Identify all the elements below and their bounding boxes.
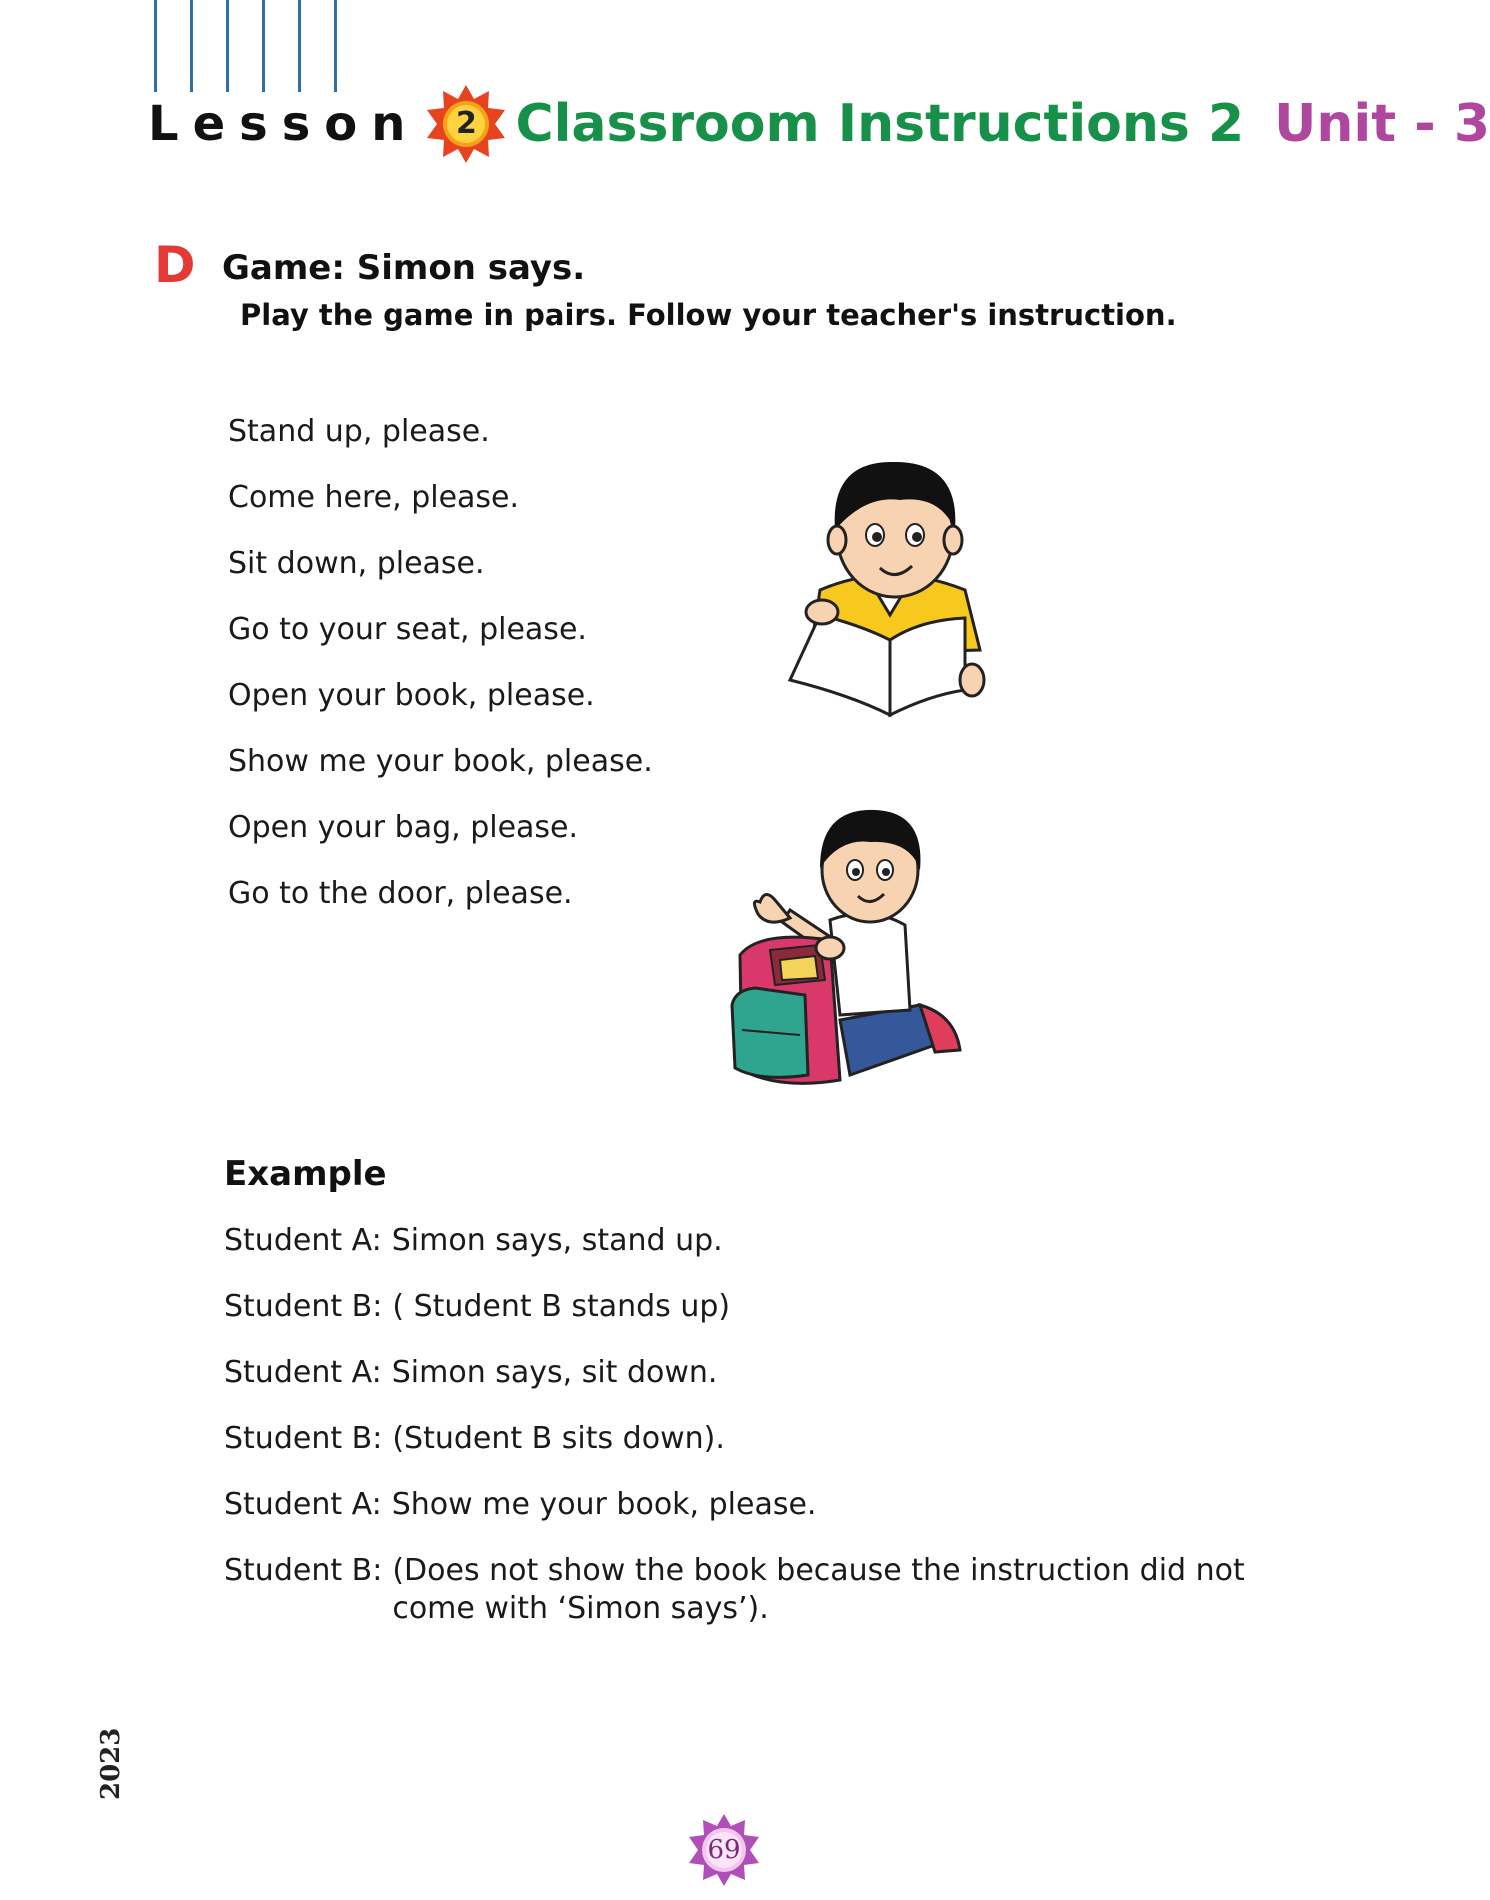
page-number-badge — [686, 1812, 762, 1888]
section-letter: D — [154, 236, 196, 294]
dialog-speaker: Student B: — [224, 1553, 383, 1588]
list-item: Open your book, please. — [228, 678, 595, 713]
header-decoration-line — [190, 0, 193, 92]
header-decoration-line — [226, 0, 229, 92]
boy-opening-bag-illustration — [720, 790, 970, 1100]
unit-label: Unit - 3 — [1274, 94, 1490, 154]
dialog-line — [224, 1354, 1264, 1392]
example-dialog — [224, 1222, 1264, 1656]
lesson-number-badge — [425, 83, 507, 165]
header-decoration-line — [154, 0, 157, 92]
dialog-line — [224, 1420, 1264, 1458]
list-item: Show me your book, please. — [228, 744, 653, 779]
section-title: Game: Simon says. — [222, 248, 586, 288]
dialog-text: ( Student B stands up) — [392, 1289, 731, 1324]
dialog-speaker: Student A: — [224, 1223, 382, 1258]
dialog-line — [224, 1552, 1264, 1628]
lesson-header — [148, 84, 1490, 164]
lesson-word: Lesson — [148, 96, 420, 152]
page-number: 69 — [707, 1835, 741, 1865]
lesson-number: 2 — [456, 106, 477, 141]
list-item: Go to the door, please. — [228, 876, 573, 911]
list-item: Open your bag, please. — [228, 810, 579, 845]
dialog-speaker: Student A: — [224, 1355, 382, 1390]
dialog-line — [224, 1288, 1264, 1326]
dialog-text: (Does not show the book because the instruction did not come with ‘Simon says’). — [392, 1553, 1245, 1626]
list-item: Go to your seat, please. — [228, 612, 587, 647]
list-item: Sit down, please. — [228, 546, 485, 581]
section-instruction: Play the game in pairs. Follow your teacher's instruction. — [240, 298, 1177, 332]
dialog-text: (Student B sits down). — [392, 1421, 725, 1456]
dialog-speaker: Student A: — [224, 1487, 382, 1522]
dialog-text: Show me your book, please. — [391, 1487, 817, 1522]
dialog-speaker: Student B: — [224, 1289, 383, 1324]
header-decoration-line — [298, 0, 301, 92]
instruction-list — [228, 414, 653, 942]
header-decoration-line — [262, 0, 265, 92]
list-item: Come here, please. — [228, 480, 520, 515]
list-item: Stand up, please. — [228, 414, 490, 449]
dialog-text: Simon says, sit down. — [391, 1355, 718, 1390]
lesson-title: Classroom Instructions 2 — [515, 94, 1245, 154]
dialog-text: Simon says, stand up. — [391, 1223, 723, 1258]
dialog-line — [224, 1222, 1264, 1260]
header-decoration-line — [334, 0, 337, 92]
year-label: 2023 — [96, 1727, 126, 1800]
dialog-line — [224, 1486, 1264, 1524]
dialog-speaker: Student B: — [224, 1421, 383, 1456]
example-heading: Example — [224, 1154, 387, 1194]
boy-reading-book-illustration — [780, 440, 1000, 730]
